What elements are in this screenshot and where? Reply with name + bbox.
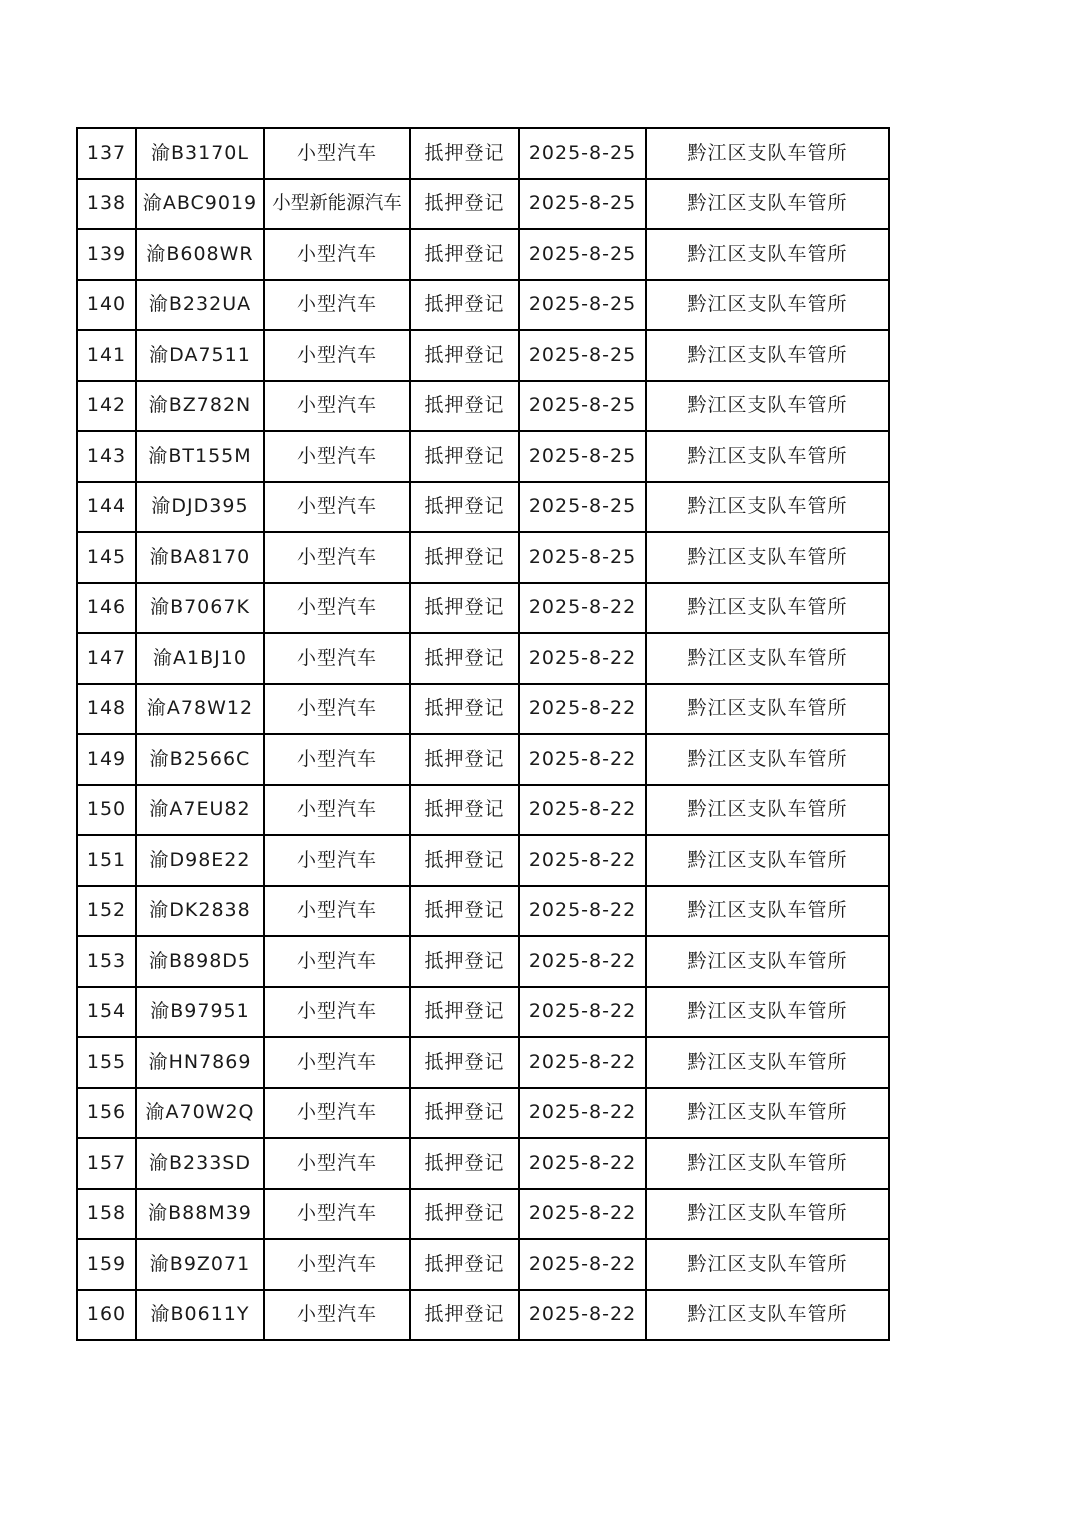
date-cell: 2025-8-22: [519, 1239, 646, 1290]
office-cell: 黔江区支队车管所: [646, 785, 889, 836]
business-type-cell: 抵押登记: [410, 936, 519, 987]
table-row: [77, 1290, 889, 1341]
plate-number-cell: 渝B2566C: [136, 734, 264, 785]
business-type-cell: 抵押登记: [410, 532, 519, 583]
table-row: [77, 179, 889, 230]
vehicle-type-cell: 小型汽车: [264, 835, 410, 886]
row-number-cell: 150: [77, 785, 136, 836]
office-cell: 黔江区支队车管所: [646, 1088, 889, 1139]
office-cell: 黔江区支队车管所: [646, 886, 889, 937]
plate-number-cell: 渝A7EU82: [136, 785, 264, 836]
office-cell: 黔江区支队车管所: [646, 583, 889, 634]
business-type-cell: 抵押登记: [410, 1037, 519, 1088]
date-cell: 2025-8-25: [519, 381, 646, 432]
business-type-cell: 抵押登记: [410, 381, 519, 432]
vehicle-type-cell: 小型汽车: [264, 1138, 410, 1189]
plate-number-cell: 渝HN7869: [136, 1037, 264, 1088]
office-cell: 黔江区支队车管所: [646, 1037, 889, 1088]
date-cell: 2025-8-25: [519, 280, 646, 331]
row-number-cell: 151: [77, 835, 136, 886]
vehicle-type-cell: 小型汽车: [264, 1088, 410, 1139]
business-type-cell: 抵押登记: [410, 987, 519, 1038]
row-number-cell: 138: [77, 179, 136, 230]
business-type-cell: 抵押登记: [410, 280, 519, 331]
office-cell: 黔江区支队车管所: [646, 987, 889, 1038]
row-number-cell: 140: [77, 280, 136, 331]
plate-number-cell: 渝A78W12: [136, 684, 264, 735]
vehicle-type-cell: 小型汽车: [264, 1239, 410, 1290]
vehicle-type-cell: 小型汽车: [264, 583, 410, 634]
table-row: [77, 280, 889, 331]
vehicle-type-cell: 小型汽车: [264, 280, 410, 331]
plate-number-cell: 渝B898D5: [136, 936, 264, 987]
date-cell: 2025-8-22: [519, 633, 646, 684]
office-cell: 黔江区支队车管所: [646, 1189, 889, 1240]
vehicle-type-cell: 小型汽车: [264, 1189, 410, 1240]
plate-number-cell: 渝B7067K: [136, 583, 264, 634]
table-row: [77, 128, 889, 179]
table-row: [77, 229, 889, 280]
table-row: [77, 785, 889, 836]
office-cell: 黔江区支队车管所: [646, 1290, 889, 1341]
date-cell: 2025-8-22: [519, 785, 646, 836]
table-row: [77, 1037, 889, 1088]
office-cell: 黔江区支队车管所: [646, 633, 889, 684]
vehicle-type-cell: 小型汽车: [264, 128, 410, 179]
business-type-cell: 抵押登记: [410, 1088, 519, 1139]
table-row: [77, 330, 889, 381]
date-cell: 2025-8-22: [519, 734, 646, 785]
date-cell: 2025-8-22: [519, 583, 646, 634]
plate-number-cell: 渝BT155M: [136, 431, 264, 482]
vehicle-type-cell: 小型汽车: [264, 330, 410, 381]
row-number-cell: 154: [77, 987, 136, 1038]
date-cell: 2025-8-22: [519, 684, 646, 735]
date-cell: 2025-8-25: [519, 482, 646, 533]
plate-number-cell: 渝B232UA: [136, 280, 264, 331]
vehicle-type-cell: 小型汽车: [264, 381, 410, 432]
business-type-cell: 抵押登记: [410, 785, 519, 836]
plate-number-cell: 渝B97951: [136, 987, 264, 1038]
office-cell: 黔江区支队车管所: [646, 330, 889, 381]
plate-number-cell: 渝ABC9019: [136, 179, 264, 230]
vehicle-type-cell: 小型汽车: [264, 987, 410, 1038]
row-number-cell: 156: [77, 1088, 136, 1139]
date-cell: 2025-8-22: [519, 1037, 646, 1088]
vehicle-type-cell: 小型汽车: [264, 1290, 410, 1341]
plate-number-cell: 渝B9Z071: [136, 1239, 264, 1290]
business-type-cell: 抵押登记: [410, 684, 519, 735]
plate-number-cell: 渝D98E22: [136, 835, 264, 886]
table-row: [77, 734, 889, 785]
row-number-cell: 155: [77, 1037, 136, 1088]
row-number-cell: 153: [77, 936, 136, 987]
business-type-cell: 抵押登记: [410, 1189, 519, 1240]
row-number-cell: 139: [77, 229, 136, 280]
business-type-cell: 抵押登记: [410, 179, 519, 230]
business-type-cell: 抵押登记: [410, 482, 519, 533]
office-cell: 黔江区支队车管所: [646, 1138, 889, 1189]
table-row: [77, 684, 889, 735]
office-cell: 黔江区支队车管所: [646, 381, 889, 432]
date-cell: 2025-8-22: [519, 1290, 646, 1341]
table-body: [77, 128, 889, 1340]
row-number-cell: 152: [77, 886, 136, 937]
row-number-cell: 146: [77, 583, 136, 634]
date-cell: 2025-8-25: [519, 330, 646, 381]
row-number-cell: 145: [77, 532, 136, 583]
business-type-cell: 抵押登记: [410, 1290, 519, 1341]
office-cell: 黔江区支队车管所: [646, 734, 889, 785]
table-row: [77, 532, 889, 583]
table-row: [77, 835, 889, 886]
vehicle-type-cell: 小型汽车: [264, 1037, 410, 1088]
row-number-cell: 149: [77, 734, 136, 785]
row-number-cell: 148: [77, 684, 136, 735]
vehicle-type-cell: 小型汽车: [264, 431, 410, 482]
table-row: [77, 431, 889, 482]
office-cell: 黔江区支队车管所: [646, 835, 889, 886]
office-cell: 黔江区支队车管所: [646, 1239, 889, 1290]
vehicle-type-cell: 小型新能源汽车: [264, 179, 410, 230]
date-cell: 2025-8-22: [519, 936, 646, 987]
office-cell: 黔江区支队车管所: [646, 280, 889, 331]
date-cell: 2025-8-22: [519, 1088, 646, 1139]
date-cell: 2025-8-22: [519, 987, 646, 1038]
date-cell: 2025-8-25: [519, 128, 646, 179]
table-row: [77, 1088, 889, 1139]
vehicle-type-cell: 小型汽车: [264, 482, 410, 533]
plate-number-cell: 渝B608WR: [136, 229, 264, 280]
row-number-cell: 137: [77, 128, 136, 179]
plate-number-cell: 渝B3170L: [136, 128, 264, 179]
row-number-cell: 144: [77, 482, 136, 533]
office-cell: 黔江区支队车管所: [646, 128, 889, 179]
row-number-cell: 160: [77, 1290, 136, 1341]
business-type-cell: 抵押登记: [410, 583, 519, 634]
business-type-cell: 抵押登记: [410, 128, 519, 179]
table-row: [77, 381, 889, 432]
row-number-cell: 143: [77, 431, 136, 482]
office-cell: 黔江区支队车管所: [646, 936, 889, 987]
business-type-cell: 抵押登记: [410, 330, 519, 381]
vehicle-type-cell: 小型汽车: [264, 532, 410, 583]
business-type-cell: 抵押登记: [410, 229, 519, 280]
vehicle-type-cell: 小型汽车: [264, 229, 410, 280]
vehicle-type-cell: 小型汽车: [264, 936, 410, 987]
business-type-cell: 抵押登记: [410, 1138, 519, 1189]
table-row: [77, 1239, 889, 1290]
vehicle-type-cell: 小型汽车: [264, 734, 410, 785]
plate-number-cell: 渝BA8170: [136, 532, 264, 583]
date-cell: 2025-8-22: [519, 1189, 646, 1240]
date-cell: 2025-8-25: [519, 179, 646, 230]
plate-number-cell: 渝BZ782N: [136, 381, 264, 432]
table-row: [77, 886, 889, 937]
plate-number-cell: 渝DK2838: [136, 886, 264, 937]
vehicle-type-cell: 小型汽车: [264, 633, 410, 684]
vehicle-mortgage-table: [76, 127, 890, 1341]
table-row: [77, 583, 889, 634]
office-cell: 黔江区支队车管所: [646, 482, 889, 533]
date-cell: 2025-8-22: [519, 835, 646, 886]
table-row: [77, 987, 889, 1038]
row-number-cell: 142: [77, 381, 136, 432]
business-type-cell: 抵押登记: [410, 886, 519, 937]
date-cell: 2025-8-25: [519, 532, 646, 583]
row-number-cell: 147: [77, 633, 136, 684]
row-number-cell: 141: [77, 330, 136, 381]
date-cell: 2025-8-22: [519, 886, 646, 937]
business-type-cell: 抵押登记: [410, 835, 519, 886]
table-row: [77, 1138, 889, 1189]
row-number-cell: 157: [77, 1138, 136, 1189]
plate-number-cell: 渝A1BJ10: [136, 633, 264, 684]
plate-number-cell: 渝B0611Y: [136, 1290, 264, 1341]
vehicle-type-cell: 小型汽车: [264, 785, 410, 836]
date-cell: 2025-8-25: [519, 431, 646, 482]
plate-number-cell: 渝B233SD: [136, 1138, 264, 1189]
plate-number-cell: 渝DA7511: [136, 330, 264, 381]
date-cell: 2025-8-25: [519, 229, 646, 280]
vehicle-type-cell: 小型汽车: [264, 684, 410, 735]
row-number-cell: 159: [77, 1239, 136, 1290]
date-cell: 2025-8-22: [519, 1138, 646, 1189]
vehicle-type-cell: 小型汽车: [264, 886, 410, 937]
business-type-cell: 抵押登记: [410, 431, 519, 482]
office-cell: 黔江区支队车管所: [646, 532, 889, 583]
row-number-cell: 158: [77, 1189, 136, 1240]
table-row: [77, 482, 889, 533]
table-row: [77, 936, 889, 987]
table-row: [77, 633, 889, 684]
business-type-cell: 抵押登记: [410, 1239, 519, 1290]
document-page: [76, 127, 890, 1341]
office-cell: 黔江区支队车管所: [646, 684, 889, 735]
business-type-cell: 抵押登记: [410, 633, 519, 684]
plate-number-cell: 渝A70W2Q: [136, 1088, 264, 1139]
office-cell: 黔江区支队车管所: [646, 431, 889, 482]
office-cell: 黔江区支队车管所: [646, 229, 889, 280]
table-row: [77, 1189, 889, 1240]
plate-number-cell: 渝DJD395: [136, 482, 264, 533]
business-type-cell: 抵押登记: [410, 734, 519, 785]
office-cell: 黔江区支队车管所: [646, 179, 889, 230]
plate-number-cell: 渝B88M39: [136, 1189, 264, 1240]
